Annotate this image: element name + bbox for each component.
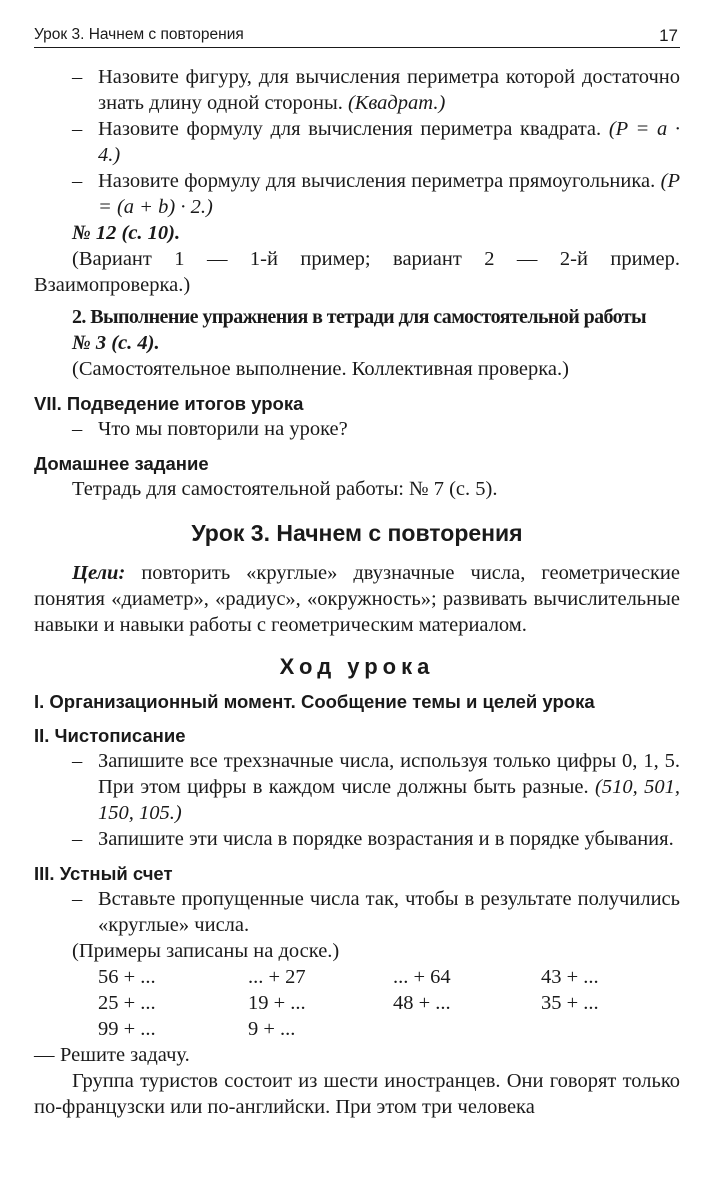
word-problem: Группа туристов состоит из шести иностранцев. Они говорят только по-французски или по-английски. При этом три человека [34,1070,680,1118]
question-square-formula [34,116,680,168]
example [393,1016,541,1042]
homework-text: Тетрадь для самостоятельной работы: № 7 (с. 5). [72,478,498,500]
section-2-heading: II. Чистописание [34,725,186,746]
question-square-figure [34,64,680,116]
page-body [34,64,680,1120]
task-3-ref: № 3 (с. 4). [72,332,160,354]
lesson-title: Урок 3. Начнем с повторения [191,520,523,546]
section-1-heading: I. Организационный момент. Сообщение темы и целей урока [34,691,595,712]
example: 56 + ... [98,966,156,988]
goals-label: Цели: [72,562,126,584]
example: 25 + ... [98,992,156,1014]
example: 43 + ... [541,966,599,988]
answer-text: (P = a · 4.) [98,118,680,166]
task-3-note: (Самостоятельное выполнение. Коллективная проверка.) [72,358,569,380]
example: 19 + ... [248,992,306,1014]
board-note: (Примеры записаны на доске.) [72,940,340,962]
task-12-ref: № 12 (с. 10). [72,222,181,244]
answer-text: (P = (a + b) · 2.) [98,170,680,218]
example [541,1016,661,1042]
example: ... + 64 [393,966,451,988]
running-title: Урок 3. Начнем с повторения [34,26,244,43]
answer-text: (Квадрат.) [347,92,446,114]
task-text: Решите задачу. [60,1044,190,1066]
course-heading: Ход урока [279,654,435,679]
question-rectangle-formula [34,168,680,220]
question-text: Назовите формулу для вычисления периметра прямоугольника. [98,170,656,192]
summary-question: – Что мы повторили на уроке? [34,416,680,442]
goals-text: повторить «круглые» двузначные числа, геометрические понятия «диаметр», «радиус», «окружность»; развивать вычислительные навыки и навыки работы с геометрическим материалом. [34,562,681,636]
question-text: Назовите формулу для вычисления периметра квадрата. [98,118,602,140]
lesson-goals [34,560,680,638]
section-3-heading: III. Устный счет [34,863,173,884]
example: 48 + ... [393,992,451,1014]
example: 99 + ... [98,1018,156,1040]
example: ... + 27 [248,966,306,988]
calligraphy-task-1 [34,748,680,826]
answer-text: (510, 501, 150, 105.) [98,776,681,824]
question-text: Назовите фигуру, для вычисления периметра которой достаточно знать длину одной стороны. [98,66,680,114]
summary-heading: VII. Подведение итогов урока [34,393,304,414]
examples-grid [34,964,680,1042]
page-number: 17 [659,26,678,45]
example: 35 + ... [541,992,599,1014]
example: 9 + ... [248,1018,296,1040]
exercise-heading: 2. Выполнение упражнения в тетради для самостоятельной работы [72,306,647,328]
mental-math-task-1: – Вставьте пропущенные числа так, чтобы в результате получились «круглые» числа. [34,886,680,938]
task-text: Запишите все трехзначные числа, используя только цифры 0, 1, 5. При этом цифры в каждом числе должны быть разные. [98,750,680,798]
mental-math-task-2 [34,1042,680,1068]
homework-heading: Домашнее задание [34,453,209,474]
calligraphy-task-2: – Запишите эти числа в порядке возрастания и в порядке убывания. [34,826,680,852]
running-header [34,26,680,48]
task-12-note: (Вариант 1 — 1-й пример; вариант 2 — 2-й пример. Взаимопроверка.) [34,248,680,296]
